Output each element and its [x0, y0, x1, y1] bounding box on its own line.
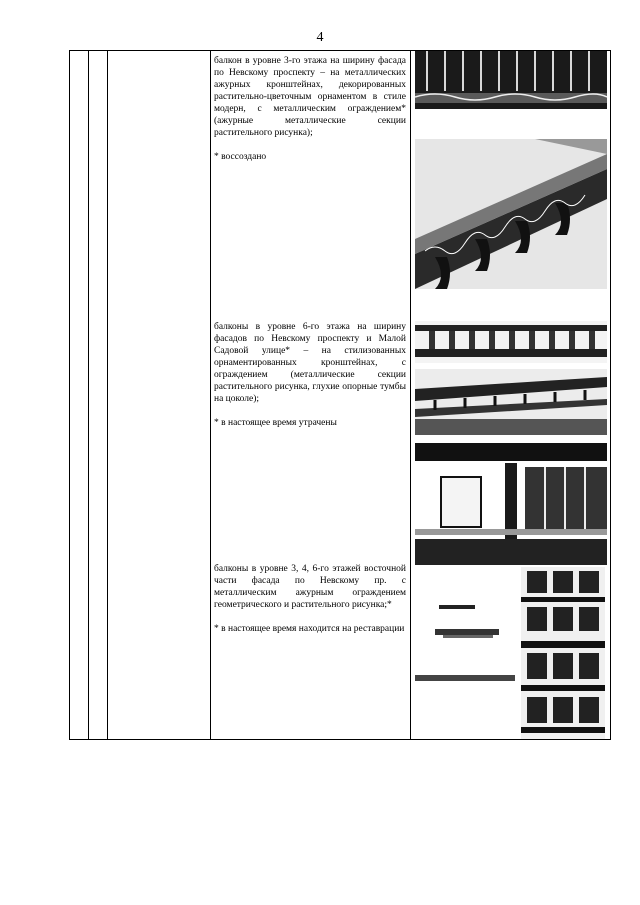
- column-divider-3: [210, 51, 211, 739]
- facade-fragment-photo: [415, 443, 607, 565]
- row-3-description: балконы в уровне 3, 4, 6-го этажей восточной части фасада по Невскому пр. с металлическим ажурным ограждением геометрического и растительного рисунка;*: [214, 564, 406, 610]
- row-2-text: [214, 321, 406, 429]
- column-divider-1: [88, 51, 89, 739]
- row-2-note: * в настоящее время утрачены: [214, 418, 337, 428]
- sixth-floor-balcony-photo: [415, 321, 607, 363]
- column-divider-4: [410, 51, 411, 739]
- document-table: [69, 50, 611, 740]
- row-3-text: [214, 563, 406, 635]
- balcony-perspective-photo: [415, 369, 607, 435]
- row-1-text: [214, 55, 406, 163]
- row-3-note: * в настоящее время находится на реставрации: [214, 624, 405, 634]
- facade-elevation-photo: [521, 567, 605, 739]
- balcony-brackets-photo: [415, 139, 607, 289]
- row-1-note: * воссоздано: [214, 152, 267, 162]
- column-divider-2: [107, 51, 108, 739]
- small-balcony-photo: [415, 571, 515, 681]
- row-1-description: балкон в уровне 3-го этажа на ширину фасада по Невскому проспекту – на металлических ажурных кронштейнах, декорированных растительно-цветочным орнаментом в стиле модерн, с металлическим ограждением* (ажурные металлические секции растительного рисунка);: [214, 56, 406, 138]
- page-number: 4: [316, 30, 324, 45]
- balcony-railing-photo: [415, 51, 607, 109]
- row-2-description: балконы в уровне 6-го этажа на ширину фасадов по Невскому проспекту и Малой Садовой улице* – на стилизованных орнаментированных кронштейнах, с ограждением (металлические секции растительного рисунка, глухие опорные тумбы на цоколе);: [214, 322, 406, 404]
